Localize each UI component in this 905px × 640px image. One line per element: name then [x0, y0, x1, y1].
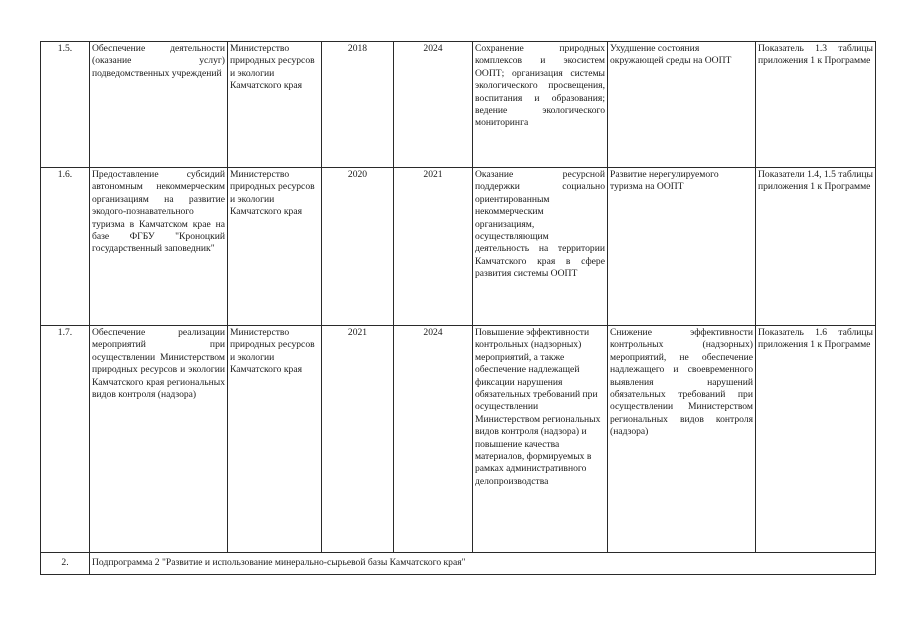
end-year-cell: 2024 [394, 326, 473, 553]
expected-result-cell: Повышение эффективности контрольных (надзорных) мероприятий, а также обеспечение надлежащей фиксации нарушения обязательных требований при осуществлении Министерством региональных видов контроля (надзора) и повышение качества материалов, формируемых в рамках административного делопроизводства [473, 326, 608, 553]
table-row [41, 326, 876, 553]
expected-result-cell: Оказание ресурсной поддержки социально ориентированным некоммерческим организациям, осуществляющим деятельность на территории Камчатского края в сфере развития системы ООПТ [473, 168, 608, 326]
start-year-cell: 2018 [322, 42, 394, 168]
executor-cell: Министерство природных ресурсов и экологии Камчатского края [228, 168, 322, 326]
executor-cell: Министерство природных ресурсов и экологии Камчатского края [228, 326, 322, 553]
consequence-cell: Развитие нерегулируемого туризма на ООПТ [608, 168, 756, 326]
indicator-link-cell: Показатель 1.6 таблицы приложения 1 к Программе [756, 326, 876, 553]
indicator-link-cell: Показатели 1.4, 1.5 таблицы приложения 1 к Программе [756, 168, 876, 326]
event-name-cell: Обеспечение реализации мероприятий при осуществлении Министерством природных ресурсов и экологии Камчатского края региональных видов контроля (надзора) [90, 326, 228, 553]
subprogram-number: 2. [41, 553, 90, 575]
table-row [41, 168, 876, 326]
expected-result-cell: Сохранение природных комплексов и экосистем ООПТ; организация системы экологического просвещения, воспитания и образования; ведение экологического мониторинга [473, 42, 608, 168]
program-events-table [40, 41, 876, 575]
row-number: 1.7. [41, 326, 90, 553]
subprogram-row [41, 553, 876, 575]
consequence-cell: Ухудшение состояния окружающей среды на ООПТ [608, 42, 756, 168]
executor-cell: Министерство природных ресурсов и экологии Камчатского края [228, 42, 322, 168]
row-number: 1.6. [41, 168, 90, 326]
end-year-cell: 2021 [394, 168, 473, 326]
consequence-cell: Снижение эффективности контрольных (надзорных) мероприятий, не обеспечение надлежащего и своевременного выявления нарушений обязательных требований при осуществлении Министерством региональных видов контроля (надзора) [608, 326, 756, 553]
subprogram-title: Подпрограмма 2 "Развитие и использование минерально-сырьевой базы Камчатского края" [90, 553, 876, 575]
row-number: 1.5. [41, 42, 90, 168]
indicator-link-cell: Показатель 1.3 таблицы приложения 1 к Программе [756, 42, 876, 168]
event-name-cell: Обеспечение деятельности (оказание услуг) подведомственных учреждений [90, 42, 228, 168]
end-year-cell: 2024 [394, 42, 473, 168]
start-year-cell: 2020 [322, 168, 394, 326]
start-year-cell: 2021 [322, 326, 394, 553]
table-row [41, 42, 876, 168]
event-name-cell: Предоставление субсидий автономным некоммерческим организациям на развитие экодого-познавательного туризма в Камчатском крае на базе ФГБУ "Кроноцкий государственный заповедник" [90, 168, 228, 326]
